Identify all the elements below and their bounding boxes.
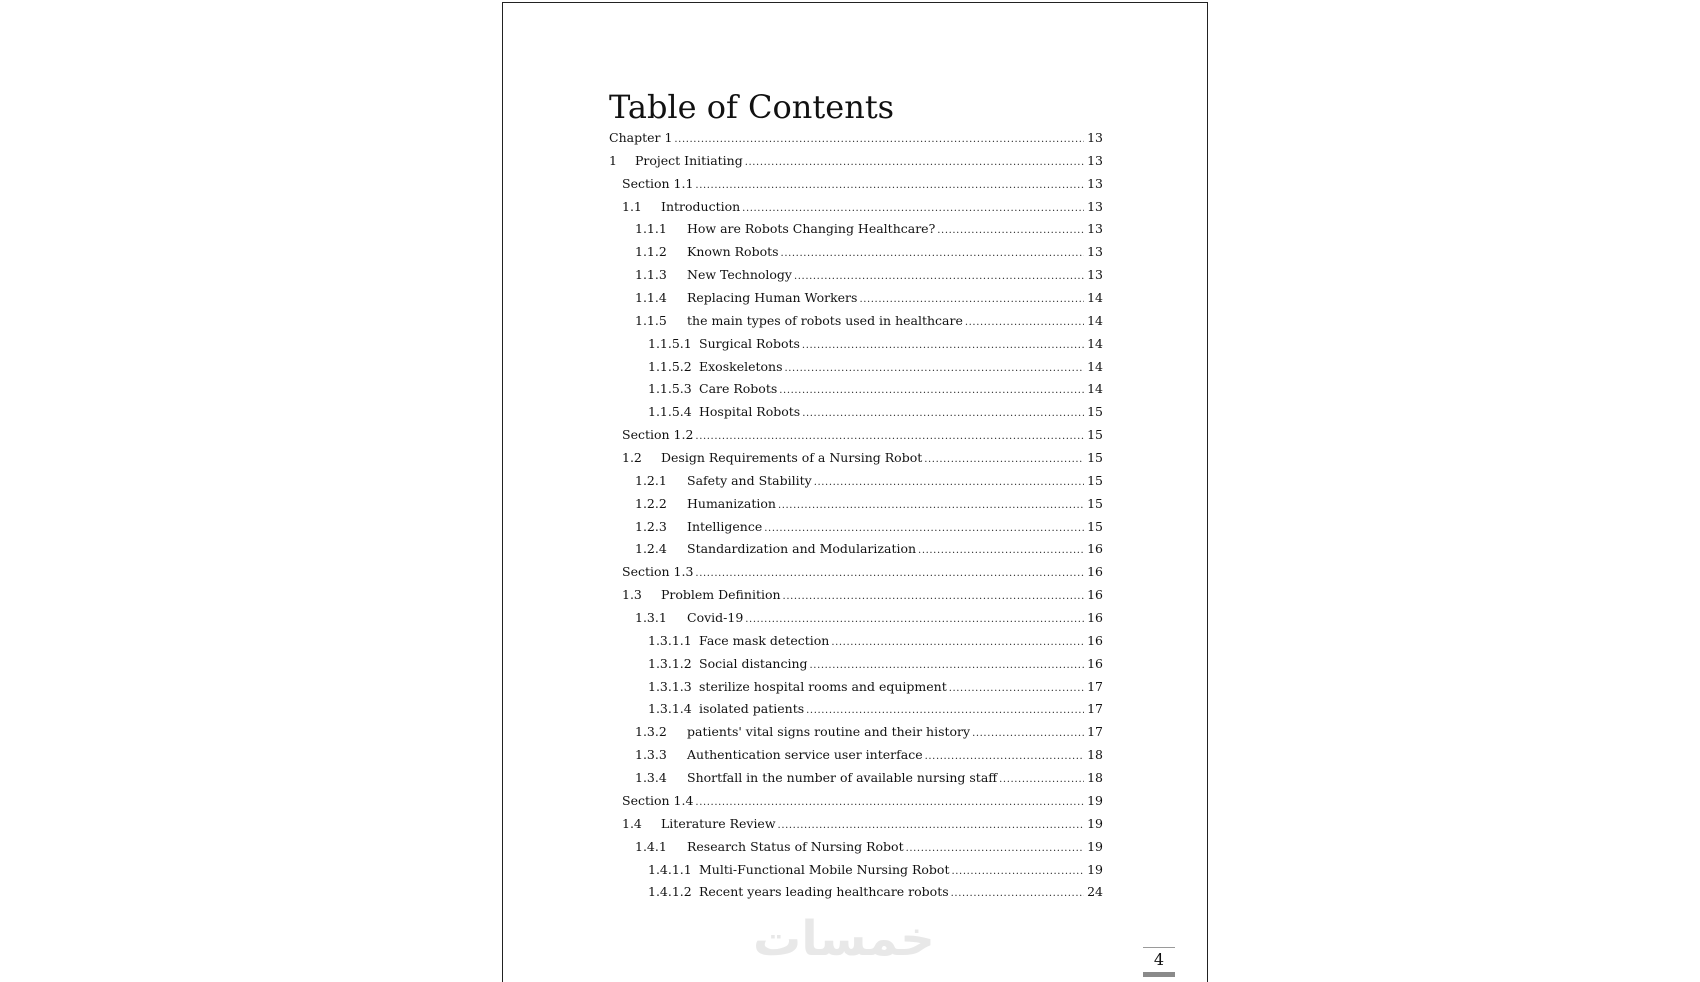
toc-entry-number: 1.1.5.2 (648, 358, 692, 374)
toc-entry-text: Safety and Stability (687, 472, 812, 488)
toc-entry-number: 1.2.4 (635, 541, 667, 557)
toc-entry[interactable] (609, 450, 1103, 473)
toc-entry-number: 1.3 (622, 587, 642, 603)
toc-entry-text: Social distancing (699, 655, 808, 671)
toc-entry-page: 14 (1087, 335, 1103, 351)
toc-entry-text: isolated patients (699, 701, 805, 717)
toc-dot-leader (951, 888, 1084, 899)
toc-entry-page: 14 (1087, 381, 1103, 397)
toc-entry-text: Design Requirements of a Nursing Robot (661, 450, 923, 466)
toc-entry-text: Section 1.2 (622, 427, 694, 443)
toc-entry-text: Intelligence (687, 518, 763, 534)
toc-dot-leader (965, 317, 1084, 328)
toc-dot-leader (925, 751, 1084, 762)
toc-entry[interactable] (609, 176, 1103, 199)
toc-dot-leader (764, 523, 1084, 534)
toc-dot-leader (742, 203, 1084, 214)
toc-entry-number: 1.3.1.3 (648, 678, 692, 694)
toc-entry-text: Project Initiating (635, 152, 743, 168)
toc-entry[interactable] (609, 153, 1103, 176)
toc-dot-leader (949, 683, 1084, 694)
toc-entry[interactable] (609, 610, 1103, 633)
toc-entry[interactable] (609, 404, 1103, 427)
toc-entry-number: 1.1.2 (635, 244, 667, 260)
toc-dot-leader (779, 385, 1084, 396)
toc-dot-leader (802, 340, 1084, 351)
toc-entry-text: Humanization (687, 495, 776, 511)
toc-entry[interactable] (609, 770, 1103, 793)
toc-dot-leader (794, 271, 1084, 282)
toc-entry-page: 14 (1087, 312, 1103, 328)
toc-entry-text: Known Robots (687, 244, 779, 260)
toc-entry-text: Authentication service user interface (687, 747, 923, 763)
toc-entry-number: 1.1.5.3 (648, 381, 692, 397)
toc-entry[interactable] (609, 701, 1103, 724)
toc-entry[interactable] (609, 359, 1103, 382)
toc-entry-number: 1.3.1.2 (648, 655, 692, 671)
toc-dot-leader (859, 294, 1084, 305)
toc-entry-page: 14 (1087, 290, 1103, 306)
toc-entry[interactable] (609, 199, 1103, 222)
toc-entry-number: 1.3.1.4 (648, 701, 692, 717)
toc-entry-text: patients' vital signs routine and their history (687, 724, 971, 740)
toc-entry-number: 1.3.1 (635, 610, 667, 626)
toc-entry[interactable] (609, 130, 1103, 153)
toc-entry-page: 17 (1087, 678, 1103, 694)
toc-entry-page: 19 (1087, 815, 1103, 831)
toc-dot-leader (783, 591, 1084, 602)
toc-dot-leader (695, 431, 1084, 442)
toc-entry-page: 13 (1087, 221, 1103, 237)
toc-entry-page: 15 (1087, 450, 1103, 466)
toc-entry-page: 18 (1087, 747, 1103, 763)
toc-entry-text: Introduction (661, 198, 741, 214)
toc-dot-leader (802, 408, 1084, 419)
toc-entry[interactable] (609, 519, 1103, 542)
toc-entry-number: 1.3.1.1 (648, 632, 692, 648)
toc-entry-number: 1.3.3 (635, 747, 667, 763)
toc-entry[interactable] (609, 313, 1103, 336)
toc-entry[interactable] (609, 793, 1103, 816)
toc-entry[interactable] (609, 427, 1103, 450)
document-page (502, 2, 1208, 982)
toc-entry-number: 1.4.1.2 (648, 884, 692, 900)
toc-entry-page: 15 (1087, 495, 1103, 511)
toc-entry[interactable] (609, 656, 1103, 679)
toc-entry-text: Recent years leading healthcare robots (699, 884, 949, 900)
toc-dot-leader (745, 157, 1084, 168)
toc-entry[interactable] (609, 839, 1103, 862)
toc-entry-number: 1.1.3 (635, 267, 667, 283)
page-number: 4 (1143, 947, 1175, 977)
toc-dot-leader (924, 454, 1084, 465)
toc-entry[interactable] (609, 336, 1103, 359)
toc-dot-leader (695, 797, 1084, 808)
toc-entry-text: Section 1.3 (622, 564, 694, 580)
toc-entry-number: 1.1.5.4 (648, 404, 692, 420)
toc-entry-text: Care Robots (699, 381, 778, 397)
toc-entry-page: 16 (1087, 564, 1103, 580)
toc-entry-text: Face mask detection (699, 632, 830, 648)
toc-entry[interactable] (609, 564, 1103, 587)
toc-entry[interactable] (609, 633, 1103, 656)
toc-entry-page: 13 (1087, 152, 1103, 168)
toc-entry-page: 19 (1087, 838, 1103, 854)
toc-entry-text: sterilize hospital rooms and equipment (699, 678, 947, 694)
toc-entry[interactable] (609, 381, 1103, 404)
toc-entry-page: 24 (1087, 884, 1103, 900)
toc-dot-leader (778, 820, 1084, 831)
toc-dot-leader (785, 363, 1085, 374)
toc-dot-leader (781, 248, 1084, 259)
toc-entry-text: New Technology (687, 267, 792, 283)
toc-entry[interactable] (609, 541, 1103, 564)
toc-entry-text: Exoskeletons (699, 358, 783, 374)
toc-entry-number: 1.2.3 (635, 518, 667, 534)
toc-entry-number: 1.1.1 (635, 221, 667, 237)
toc-entry-page: 13 (1087, 267, 1103, 283)
toc-entry[interactable] (609, 587, 1103, 610)
toc-entry-text: Covid-19 (687, 610, 744, 626)
toc-entry-page: 19 (1087, 861, 1103, 877)
toc-entry-number: 1.1.5.1 (648, 335, 692, 351)
toc-entry-page: 15 (1087, 427, 1103, 443)
toc-dot-leader (695, 568, 1084, 579)
toc-entry[interactable] (609, 679, 1103, 702)
toc-dot-leader (695, 180, 1084, 191)
toc-entry-number: 1 (609, 152, 617, 168)
toc-dot-leader (810, 660, 1084, 671)
toc-entry-text: Shortfall in the number of available nursing staff (687, 770, 998, 786)
toc-entry-page: 16 (1087, 541, 1103, 557)
toc-entry-text: Section 1.1 (622, 175, 694, 191)
toc-entry-text: Hospital Robots (699, 404, 801, 420)
toc-entry-number: 1.4.1 (635, 838, 667, 854)
toc-entry-page: 16 (1087, 610, 1103, 626)
toc-entry-text: Replacing Human Workers (687, 290, 858, 306)
toc-dot-leader (951, 866, 1084, 877)
toc-entry[interactable] (609, 290, 1103, 313)
toc-dot-leader (674, 134, 1084, 145)
toc-entry-page: 14 (1087, 358, 1103, 374)
toc-dot-leader (937, 225, 1084, 236)
toc-entry-number: 1.2 (622, 450, 642, 466)
toc-entry-page: 15 (1087, 404, 1103, 420)
toc-entry-page: 13 (1087, 244, 1103, 260)
toc-entry-text: Problem Definition (661, 587, 781, 603)
toc-entry[interactable] (609, 724, 1103, 747)
toc-dot-leader (806, 705, 1084, 716)
toc-entry-number: 1.3.4 (635, 770, 667, 786)
toc-entry-page: 19 (1087, 792, 1103, 808)
toc-entry-page: 15 (1087, 518, 1103, 534)
toc-entry[interactable] (609, 884, 1103, 907)
toc-dot-leader (906, 843, 1084, 854)
toc-entry-text: Literature Review (661, 815, 776, 831)
toc-entry[interactable] (609, 244, 1103, 267)
toc-entry[interactable] (609, 496, 1103, 519)
toc-entry-page: 13 (1087, 175, 1103, 191)
toc-entry-page: 16 (1087, 587, 1103, 603)
toc-entry-text: the main types of robots used in healthcare (687, 312, 963, 328)
toc-entry-text: Standardization and Modularization (687, 541, 917, 557)
toc-entry[interactable] (609, 862, 1103, 885)
toc-title: Table of Contents (609, 88, 895, 126)
toc-entry[interactable] (609, 747, 1103, 770)
toc-entry-text: Section 1.4 (622, 792, 694, 808)
toc-entry-page: 13 (1087, 130, 1103, 145)
toc-entry-number: 1.4.1.1 (648, 861, 692, 877)
toc-entry-number: 1.1.5 (635, 312, 667, 328)
toc-entry-page: 16 (1087, 632, 1103, 648)
toc-entry[interactable] (609, 267, 1103, 290)
toc-entry-page: 17 (1087, 701, 1103, 717)
toc-entry-number: 1.2.2 (635, 495, 667, 511)
toc-entry-number: 1.1.4 (635, 290, 667, 306)
toc-entry-text: Research Status of Nursing Robot (687, 838, 904, 854)
toc-entry-number: 1.3.2 (635, 724, 667, 740)
toc-entry-number: 1.4 (622, 815, 642, 831)
toc-entry-number: 1.1 (622, 198, 642, 214)
toc-entry-page: 17 (1087, 724, 1103, 740)
toc-entry[interactable] (609, 221, 1103, 244)
toc-entry-page: 18 (1087, 770, 1103, 786)
toc-entry-number: 1.2.1 (635, 472, 667, 488)
toc-dot-leader (814, 477, 1084, 488)
toc-entry-text: Multi-Functional Mobile Nursing Robot (699, 861, 950, 877)
toc-entry-text: Chapter 1 (609, 130, 673, 145)
toc-dot-leader (972, 728, 1084, 739)
watermark-logo: خمسات (753, 911, 935, 967)
toc-entry-text: How are Robots Changing Healthcare? (687, 221, 936, 237)
toc-dot-leader (745, 614, 1084, 625)
toc-entry[interactable] (609, 473, 1103, 496)
toc-entry-page: 13 (1087, 198, 1103, 214)
toc-entry-page: 15 (1087, 472, 1103, 488)
toc-dot-leader (831, 637, 1084, 648)
toc-entry-page: 16 (1087, 655, 1103, 671)
toc-entry-text: Surgical Robots (699, 335, 800, 351)
toc-dot-leader (918, 545, 1084, 556)
toc-entry[interactable] (609, 816, 1103, 839)
toc-dot-leader (999, 774, 1084, 785)
toc-dot-leader (778, 500, 1084, 511)
toc-list (609, 130, 1103, 907)
